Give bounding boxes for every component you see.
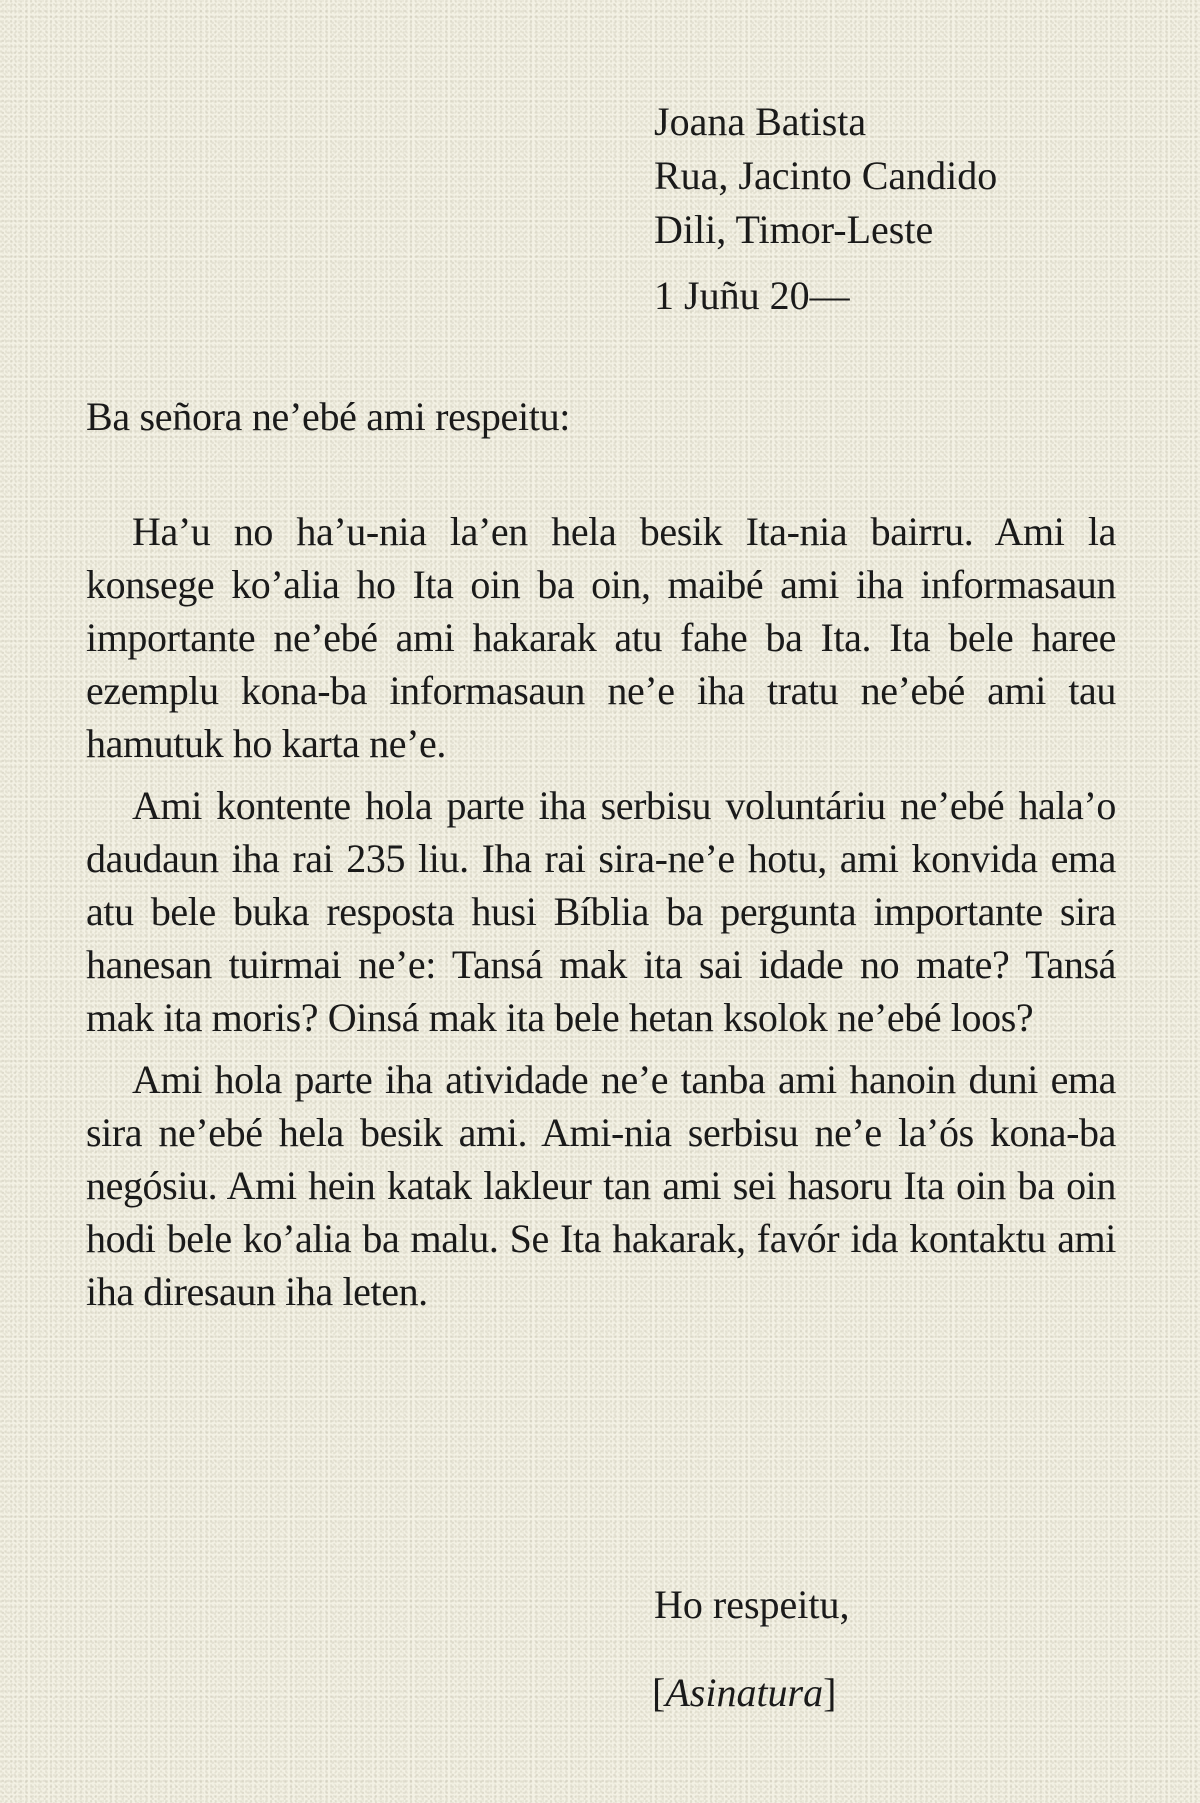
closing: Ho respeitu, xyxy=(654,1582,850,1627)
letter-body xyxy=(86,505,1116,1327)
signature-close-bracket: ] xyxy=(823,1670,837,1715)
sender-street: Rua, Jacinto Candido xyxy=(654,153,998,198)
sender-city: Dili, Timor-Leste xyxy=(654,207,934,252)
signature-open-bracket: [ xyxy=(652,1670,666,1715)
sender-name: Joana Batista xyxy=(654,99,867,144)
body-paragraph-3: Ami hola parte iha atividade ne’e tanba ami hanoin duni ema sira ne’ebé hela besik ami. Ami-nia serbisu ne’e la’ós kona-ba negósiu. Ami hein katak lakleur tan ami sei hasoru Ita oin ba oin hodi bele ko’alia ba malu. Se Ita hakarak, favór ida kontaktu ami iha diresaun iha leten. xyxy=(86,1057,1116,1314)
salutation: Ba señora ne’ebé ami respeitu: xyxy=(86,394,571,439)
sender-address-block xyxy=(654,95,997,323)
signature-text: Asinatura xyxy=(665,1670,824,1715)
body-paragraph-1: Ha’u no ha’u-nia la’en hela besik Ita-nia bairru. Ami la konsege ko’alia ho Ita oin ba oin, maibé ami iha informasaun importante ne’ebé ami hakarak atu fahe ba Ita. Ita bele haree ezemplu kona-ba informasaun ne’e iha tratu ne’ebé ami tau hamutuk ho karta ne’e. xyxy=(86,509,1116,766)
signature-placeholder xyxy=(652,1666,836,1720)
letter-date: 1 Juñu 20— xyxy=(654,273,850,318)
body-paragraph-2: Ami kontente hola parte iha serbisu voluntáriu ne’ebé hala’o daudaun iha rai 235 liu. Iha rai sira-ne’e hotu, ami konvida ema atu bele buka resposta husi Bíblia ba pergunta importante sira hanesan tuirmai ne’e: Tansá mak ita sai idade no mate? Tansá mak ita moris? Oinsá mak ita bele hetan ksolok ne’ebé loos? xyxy=(86,783,1116,1040)
